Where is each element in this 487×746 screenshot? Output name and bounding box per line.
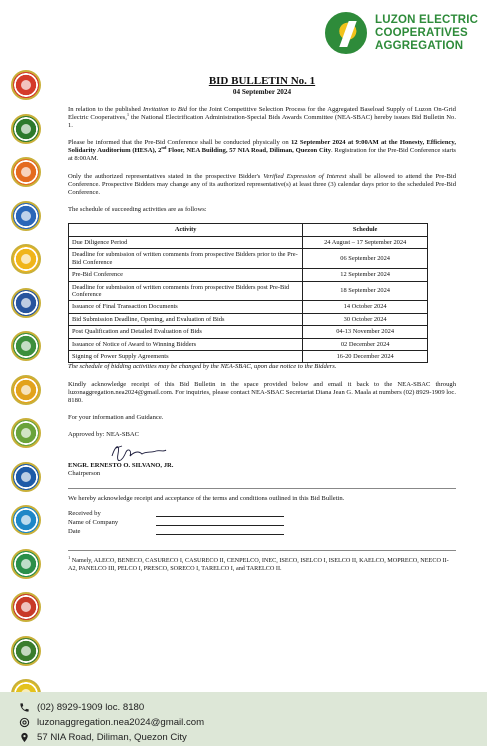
closing-line: For your information and Guidance. xyxy=(68,413,164,421)
phone-icon xyxy=(18,701,31,714)
table-row xyxy=(69,301,428,313)
activity-cell: Bid Submission Deadline, Opening, and Evaluation of Bids xyxy=(69,313,303,325)
inec-logo-icon xyxy=(11,331,41,361)
lightning-logo-icon xyxy=(325,12,367,54)
footnote-divider xyxy=(68,550,456,551)
organization-name xyxy=(375,14,478,53)
cenpelco-logo-icon xyxy=(11,288,41,318)
cooperative-logos-column xyxy=(7,70,45,746)
table-row xyxy=(69,249,428,269)
schedule-intro: The schedule of succeeding activities are as follows: xyxy=(68,205,207,213)
contact-footer xyxy=(0,692,487,746)
signatory-name: ENGR. ERNESTO O. SILVANO, JR. xyxy=(68,461,174,469)
aleco-logo-icon xyxy=(11,70,41,100)
signature-image xyxy=(108,442,168,464)
divider xyxy=(68,488,456,489)
company-field xyxy=(68,519,456,527)
footnote: $^1$ Namely, ALECO, BENECO, CASURECO I, CASURECO II, CENPELCO, INEC, ISECO, ISELCO I, ISELCO II, KAELCO, MOPRECO, NEECO II-A2, PANELCO III, PELCO I, PRESCO, SORECO I, TARELCO I, and TARELCO II. xyxy=(68,555,449,572)
table-header-row xyxy=(69,223,428,236)
schedule-cell: 16-20 December 2024 xyxy=(303,351,428,363)
casureco-ii-logo-icon xyxy=(11,201,41,231)
footer-address xyxy=(18,731,187,744)
email-address[interactable]: luzonaggregation.nea2024@gmail.com xyxy=(37,717,205,728)
bulletin-date: 04 September 2024 xyxy=(232,88,292,96)
letterhead xyxy=(0,0,487,68)
activity-cell: Signing of Power Supply Agreements xyxy=(69,351,303,363)
approved-by: Approved by: NEA-SBAC xyxy=(68,430,140,438)
table-row xyxy=(69,281,428,301)
received-by-line xyxy=(156,510,284,517)
mopreco-logo-icon xyxy=(11,549,41,579)
beneco-logo-icon xyxy=(11,114,41,144)
table-row xyxy=(69,269,428,281)
schedule-cell: 04-13 November 2024 xyxy=(303,326,428,338)
footer-email xyxy=(18,716,204,729)
iselco-i-logo-icon xyxy=(11,418,41,448)
schedule-cell: 18 September 2024 xyxy=(303,281,428,301)
iseco-logo-icon xyxy=(11,375,41,405)
company-line xyxy=(156,519,284,526)
location-pin-icon xyxy=(18,731,31,744)
schedule-cell: 02 December 2024 xyxy=(303,338,428,350)
schedule-cell: 06 September 2024 xyxy=(303,249,428,269)
activity-cell: Deadline for submission of written comments from prospective Bidders post Pre-Bid Conference xyxy=(69,281,303,301)
street-address: 57 NIA Road, Diliman, Quezon City xyxy=(37,732,187,743)
activity-cell: Pre-Bid Conference xyxy=(69,269,303,281)
schedule-cell: 30 October 2024 xyxy=(303,313,428,325)
intro-paragraph: In relation to the published Invitation to Bid for the Joint Competitive Selection Process for the Aggregated Baseload Supply of Luzon On-Grid Electric Cooperatives,$^1$ the National Electrification Administration-Special Bids Awards Committee (NEA-SBAC) hereby issues Bid Bulletin No. 1. xyxy=(68,106,456,130)
neeco-ii-a2-logo-icon xyxy=(11,592,41,622)
org-name-line-2: COOPERATIVES xyxy=(375,26,468,39)
activity-cell: Deadline for submission of written comments from prospective Bidders prior to the Pre-Bid Conference xyxy=(69,249,303,269)
date-label: Date xyxy=(68,528,81,536)
table-row xyxy=(69,326,428,338)
table-row xyxy=(69,313,428,325)
activity-cell: Issuance of Final Transaction Documents xyxy=(69,301,303,313)
activity-cell: Due Diligence Period xyxy=(69,236,303,248)
org-name-line-1: LUZON ELECTRIC xyxy=(375,13,479,26)
email-icon xyxy=(18,716,31,729)
phone-number: (02) 8929-1909 loc. 8180 xyxy=(37,702,145,713)
iselco-ii-logo-icon xyxy=(11,462,41,492)
bulletin-body xyxy=(68,75,456,573)
activity-header: Activity xyxy=(69,223,303,236)
schedule-cell: 14 October 2024 xyxy=(303,301,428,313)
signature-block xyxy=(68,448,456,478)
received-by-label: Received by xyxy=(68,510,101,518)
schedule-note: The schedule of bidding activities may be changed by the NEA-SBAC, upon due notice to the Bidders. xyxy=(68,363,337,371)
activity-cell: Post Qualification and Detailed Evaluation of Bids xyxy=(69,326,303,338)
panelco-iii-logo-icon xyxy=(11,636,41,666)
kaelco-logo-icon xyxy=(11,505,41,535)
company-label: Name of Company xyxy=(68,519,119,527)
signatory-title: Chairperson xyxy=(68,469,101,477)
schedule-cell: 24 August – 17 September 2024 xyxy=(303,236,428,248)
bulletin-title: BID BULLETIN No. 1 xyxy=(208,75,316,87)
received-by-field xyxy=(68,510,456,518)
org-name-line-3: AGGREGATION xyxy=(375,39,464,52)
prebid-paragraph: Please be informed that the Pre-Bid Conference shall be conducted physically on 12 September 2024 at 9:00AM at the Honesty, Efficiency, Solidarity Auditorium (HESA), 2nd Floor, NEA Building, 57 NIA Road, Diliman, Quezon City. Registration for the Pre-Bid Conference starts at 8:00AM. xyxy=(68,139,456,163)
schedule-header: Schedule xyxy=(303,223,428,236)
schedule-cell: 12 September 2024 xyxy=(303,269,428,281)
date-line xyxy=(156,528,284,535)
casureco-iii-logo-icon xyxy=(11,244,41,274)
representatives-paragraph: Only the authorized representatives stated in the prospective Bidder's Verified Expression of Interest shall be allowed to attend the Pre-Bid Conference. Prospective Bidders may change any of its authorized representative(s) at least three (3) calendar days prior to the scheduled Pre-Bid Conference. xyxy=(68,172,456,196)
acknowledgment-statement: We hereby acknowledge receipt and acceptance of the terms and conditions outlined in this Bid Bulletin. xyxy=(68,494,345,502)
casureco-i-logo-icon xyxy=(11,157,41,187)
schedule-table xyxy=(68,223,428,363)
organization-logo xyxy=(325,12,478,54)
date-field xyxy=(68,528,456,536)
activity-cell: Issuance of Notice of Award to Winning Bidders xyxy=(69,338,303,350)
footer-phone xyxy=(18,701,144,714)
table-row xyxy=(69,351,428,363)
table-row xyxy=(69,338,428,350)
table-row xyxy=(69,236,428,248)
acknowledge-paragraph: Kindly acknowledge receipt of this Bid Bulletin in the space provided below and email it back to the NEA-SBAC through luzonaggregation.nea2024@gmail.com. For inquiries, please contact NEA-SBAC Secretariat Diana Jean G. Maala at numbers (02) 8929-1909 loc. 8180. xyxy=(68,380,456,404)
